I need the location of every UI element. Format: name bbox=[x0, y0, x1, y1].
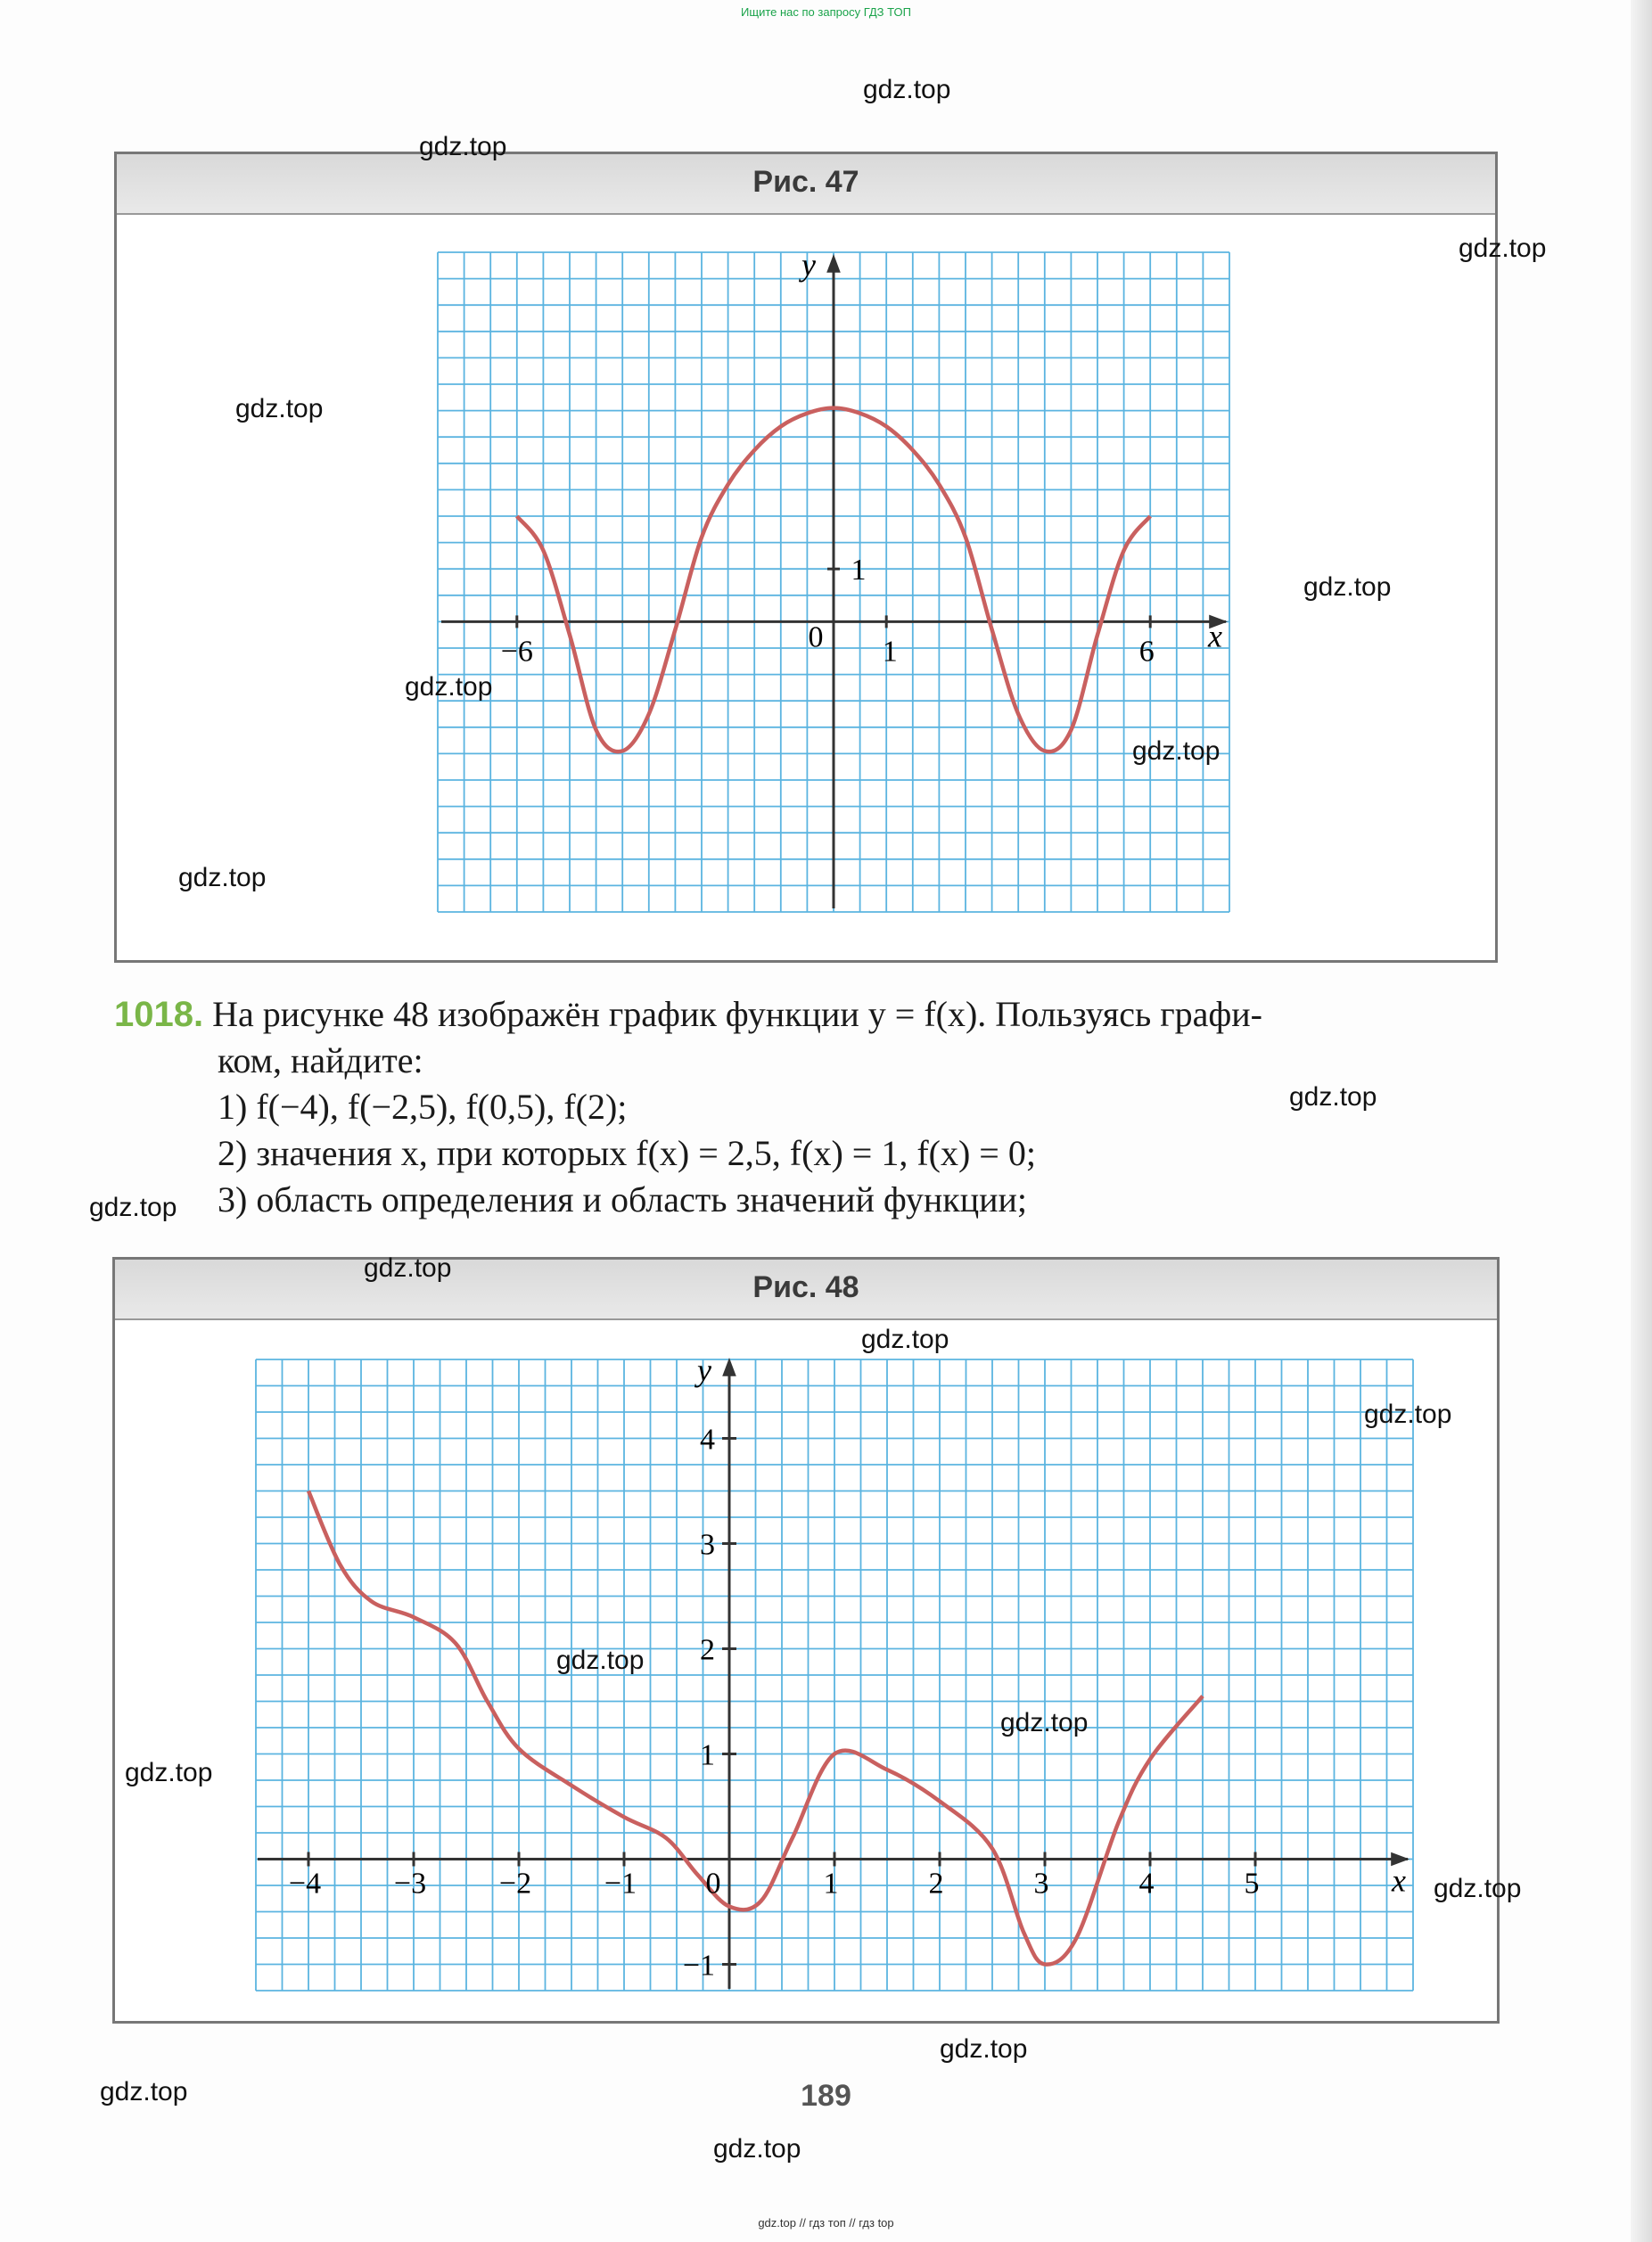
watermark: gdz.top bbox=[861, 1325, 949, 1354]
watermark: gdz.top bbox=[940, 2034, 1028, 2064]
figure-47-title: Рис. 47 bbox=[752, 165, 859, 199]
figure-48-x-tick-neg4: −4 bbox=[288, 1867, 322, 1901]
figure-47-tick-neg6: −6 bbox=[500, 635, 533, 669]
exercise-intro: На рисунке 48 изображён график функции y = f(x). Пользуясь графи- bbox=[212, 994, 1262, 1034]
exercise-intro-line bbox=[114, 991, 1514, 1038]
figure-48-x-tick-5: 5 bbox=[1244, 1867, 1260, 1901]
watermark: gdz.top bbox=[556, 1646, 645, 1675]
figure-47 bbox=[114, 152, 1498, 963]
exercise-intro-continued: ком, найдите: bbox=[218, 1040, 423, 1080]
figure-48-y-tick-2: 2 bbox=[700, 1633, 715, 1667]
figure-48-y-axis-label: y bbox=[697, 1352, 711, 1388]
figure-48-y-tick-neg1: −1 bbox=[682, 1949, 715, 1983]
watermark: gdz.top bbox=[1303, 572, 1392, 602]
page-edge-shadow bbox=[1631, 0, 1652, 2242]
figure-47-y-axis-label: y bbox=[801, 247, 816, 283]
watermark: gdz.top bbox=[178, 863, 267, 892]
watermark: gdz.top bbox=[125, 1758, 213, 1787]
watermark: gdz.top bbox=[713, 2134, 801, 2164]
y-axis-arrow bbox=[826, 254, 841, 273]
watermark: gdz.top bbox=[419, 132, 507, 161]
watermark: gdz.top bbox=[235, 394, 324, 423]
figure-47-tick-x1: 1 bbox=[882, 635, 898, 669]
exercise-number: 1018. bbox=[114, 995, 204, 1034]
watermark: gdz.top bbox=[1132, 736, 1221, 766]
figure-48-x-axis-label: x bbox=[1392, 1862, 1406, 1899]
watermark: gdz.top bbox=[100, 2077, 188, 2106]
exercise-item-3: 3) область определения и область значений функции; bbox=[218, 1179, 1028, 1220]
figure-48-title: Рис. 48 bbox=[752, 1270, 859, 1304]
watermark: gdz.top bbox=[863, 75, 951, 104]
watermark: gdz.top bbox=[89, 1193, 177, 1222]
figure-48-x-tick-neg3: −3 bbox=[393, 1867, 427, 1901]
figure-47-axes bbox=[441, 254, 1228, 908]
figure-47-tick-origin: 0 bbox=[808, 620, 824, 654]
figure-47-tick-y1: 1 bbox=[851, 554, 867, 587]
figure-48-y-tick-4: 4 bbox=[700, 1423, 715, 1457]
figure-47-tick-x6: 6 bbox=[1138, 635, 1155, 669]
figure-48-chart bbox=[115, 1260, 1497, 2021]
watermark: gdz.top bbox=[1434, 1874, 1522, 1903]
watermark: gdz.top bbox=[1364, 1400, 1452, 1429]
figure-48-x-tick-4: 4 bbox=[1138, 1867, 1155, 1901]
y-axis-arrow bbox=[722, 1358, 736, 1376]
figure-47-x-axis-label: x bbox=[1208, 618, 1222, 654]
header-note: Ищите нас по запросу ГДЗ ТОП bbox=[741, 5, 911, 19]
figure-48-x-tick-0: 0 bbox=[705, 1867, 721, 1901]
exercise-item-1: 1) f(−4), f(−2,5), f(0,5), f(2); bbox=[218, 1087, 628, 1127]
figure-48-x-tick-neg1: −1 bbox=[604, 1867, 637, 1901]
watermark: gdz.top bbox=[364, 1253, 452, 1283]
figure-48-x-tick-neg2: −2 bbox=[498, 1867, 532, 1901]
figure-48 bbox=[112, 1257, 1500, 2024]
page-number: 189 bbox=[801, 2079, 851, 2113]
watermark: gdz.top bbox=[1459, 234, 1547, 263]
exercise-item-2: 2) значения x, при которых f(x) = 2,5, f(x) = 1, f(x) = 0; bbox=[218, 1133, 1036, 1173]
figure-48-x-tick-2: 2 bbox=[928, 1867, 944, 1901]
figure-48-y-tick-3: 3 bbox=[700, 1528, 715, 1562]
footer-note: gdz.top // гдз топ // гдз top bbox=[758, 2216, 894, 2230]
figure-48-x-tick-1: 1 bbox=[823, 1867, 839, 1901]
watermark: gdz.top bbox=[405, 672, 493, 702]
watermark: gdz.top bbox=[1000, 1708, 1089, 1737]
figure-47-chart bbox=[117, 154, 1495, 960]
watermark: gdz.top bbox=[1289, 1082, 1377, 1112]
figure-48-x-tick-3: 3 bbox=[1033, 1867, 1049, 1901]
figure-48-y-tick-1: 1 bbox=[700, 1738, 715, 1772]
